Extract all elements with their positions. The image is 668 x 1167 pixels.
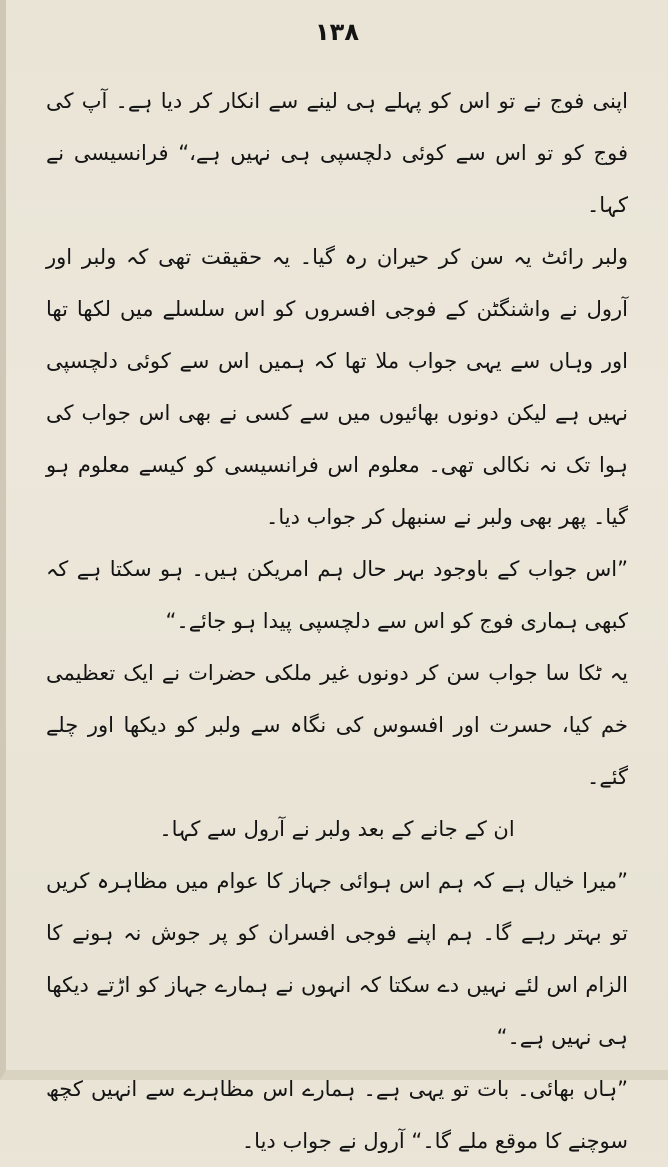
paragraph-4: یہ ٹکا سا جواب سن کر دونوں غیر ملکی حضرات نے ایک تعظیمی خم کیا، حسرت اور افسوس کی نگاہ سے ولبر کو دیکھا اور چلے گئے۔ [46,661,628,789]
page-number: ۱۳۸ [315,18,359,46]
paragraph-3: ”اس جواب کے باوجود بہر حال ہم امریکن ہیں۔ ہو سکتا ہے کہ کبھی ہماری فوج کو اس سے دلچسپی پیدا ہو جائے۔“ [46,557,628,633]
paragraph-1: اپنی فوج نے تو اس کو پہلے ہی لینے سے انکار کر دیا ہے۔ آپ کی فوج کو تو اس سے کوئی دلچسپی ہی نہیں ہے،“ فرانسیسی نے کہا۔ [46,89,628,217]
paragraph-7: ”ہاں بھائی۔ بات تو یہی ہے۔ ہمارے اس مظاہرے سے انہیں کچھ سوچنے کا موقع ملے گا۔“ آرول نے جواب دیا۔ [46,1077,628,1153]
paragraph-5: ان کے جانے کے بعد ولبر نے آرول سے کہا۔ [159,817,515,841]
paragraph-2: ولبر رائٹ یہ سن کر حیران رہ گیا۔ یہ حقیقت تھی کہ ولبر اور آرول نے واشنگٹن کے فوجی افسروں کو اس سلسلے میں لکھا تھا اور وہاں سے یہی جواب ملا تھا کہ ہمیں اس سے کوئی دلچسپی نہیں ہے لیکن دونوں بھائیوں میں سے کسی نے بھی اس جواب کی ہوا تک نہ نکالی تھی۔ معلوم اس فرانسیسی کو کیسے معلوم ہو گیا۔ پھر بھی ولبر نے سنبھل کر جواب دیا۔ [46,245,628,529]
page-body-text [46,75,628,1167]
paragraph-6: ”میرا خیال ہے کہ ہم اس ہوائی جہاز کا عوام میں مظاہرہ کریں تو بہتر رہے گا۔ ہم اپنے فوجی افسران کو پر جوش نہ ہونے کا الزام اس لئے نہیں دے سکتا کہ انہوں نے ہمارے جہاز کو اڑتے دیکھا ہی نہیں ہے۔“ [46,869,628,1049]
